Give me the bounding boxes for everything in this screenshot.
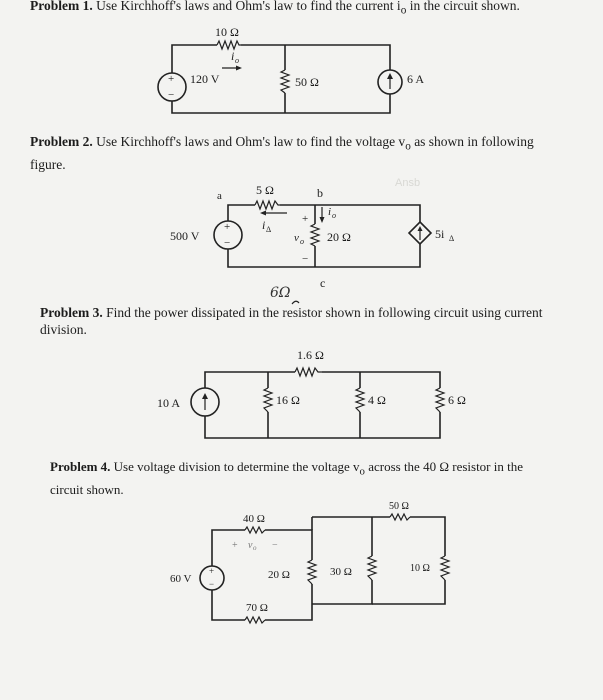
circuit-3 [157, 348, 466, 438]
wire [241, 45, 390, 70]
current-label: i [328, 206, 332, 218]
current-label: i [262, 218, 266, 232]
node-label-a: a [217, 190, 222, 202]
resistor-5-ohm [255, 201, 280, 209]
vo-plus-sign: + [302, 213, 309, 225]
problem-text-tail: in the circuit shown. [406, 0, 520, 13]
node-label-c: c [320, 276, 326, 290]
resistor-50-ohm [390, 514, 410, 520]
wire [322, 372, 440, 388]
resistor-20-ohm [308, 560, 316, 584]
wire [410, 517, 445, 556]
wire [280, 205, 420, 222]
problem-number: Problem 2. [30, 134, 93, 149]
problem-text-line2: circuit shown. [50, 481, 124, 497]
subscript: o [400, 4, 407, 17]
voltage-subscript: o [253, 544, 257, 552]
resistor-label: 5 Ω [256, 183, 274, 197]
resistor-label: 1.6 Ω [297, 348, 324, 362]
resistor-10-ohm [217, 41, 241, 49]
node-label-b: b [317, 186, 323, 200]
resistor-label: 70 Ω [246, 602, 268, 614]
resistor-label: 20 Ω [327, 230, 351, 244]
circuit-4 [170, 501, 449, 623]
resistor-label: 10 Ω [410, 563, 430, 574]
wire [265, 584, 312, 620]
problem-number: Problem 1. [30, 0, 93, 13]
resistor-50-ohm [281, 70, 289, 93]
wire [212, 589, 245, 620]
problem-number: Problem 3. [40, 305, 103, 320]
voltage-label: v [248, 540, 253, 551]
source-label: 500 V [170, 229, 200, 243]
wire [228, 244, 420, 267]
wire [172, 45, 217, 73]
resistor-label: 4 Ω [368, 393, 386, 407]
minus-sign: − [209, 579, 215, 589]
resistor-4-ohm [356, 388, 364, 412]
problem-text: Use voltage division to determine the voltage v [113, 459, 360, 474]
arrowhead-icon [320, 217, 325, 223]
problem-text: Use Kirchhoff's laws and Ohm's law to find the voltage v [96, 134, 406, 149]
problem-text-line2: division. [40, 322, 87, 337]
wire [228, 205, 255, 221]
resistor-label: 40 Ω [243, 513, 265, 525]
problem-text-tail: as shown in following [410, 134, 534, 149]
resistor-30-ohm [368, 556, 376, 580]
plus-sign: + [224, 221, 231, 233]
source-label: 10 A [157, 396, 181, 410]
arrowhead-icon [260, 211, 266, 216]
current-subscript: Δ [266, 225, 272, 234]
problem-text: Use Kirchhoff's laws and Ohm's law to find the current i [96, 0, 401, 13]
wire [172, 94, 390, 113]
resistor-40-ohm [245, 527, 265, 533]
wire [372, 580, 445, 604]
current-label: i [231, 49, 235, 63]
circuit-1 [158, 25, 424, 113]
resistor-1-6-ohm [295, 368, 322, 376]
vo-minus-sign: − [272, 540, 278, 551]
resistor-label: 16 Ω [276, 393, 300, 407]
problem-text: Find the power dissipated in the resistor shown in following circuit using current [106, 305, 543, 320]
handwritten-annotation: 6Ω [270, 285, 291, 301]
resistor-label: 6 Ω [448, 393, 466, 407]
subscript: o [405, 140, 411, 153]
resistor-10-ohm [441, 556, 449, 580]
wire [212, 530, 245, 567]
resistor-label: 20 Ω [268, 569, 290, 581]
dependent-source-label: 5i [435, 227, 445, 241]
source-label: 120 V [190, 72, 220, 86]
resistor-16-ohm [264, 388, 272, 412]
current-subscript: o [332, 211, 336, 220]
resistor-label: 30 Ω [330, 566, 352, 578]
minus-sign: − [224, 237, 231, 249]
resistor-label: 50 Ω [295, 75, 319, 89]
wire [205, 372, 295, 388]
current-subscript: o [235, 56, 239, 65]
problem-text-tail: across the 40 Ω resistor in the [364, 459, 523, 474]
vo-minus-sign: − [302, 253, 309, 265]
subscript: o [359, 465, 365, 478]
dependent-source-subscript: Δ [449, 234, 455, 243]
problem-text-line2: figure. [30, 156, 66, 172]
voltage-label: v [294, 232, 299, 244]
resistor-label: 50 Ω [389, 501, 409, 512]
circuit-2 [170, 177, 454, 304]
wire [205, 412, 440, 438]
resistor-20-ohm [311, 224, 319, 246]
source-label: 60 V [170, 573, 192, 585]
voltage-subscript: o [300, 237, 304, 246]
plus-sign: + [168, 73, 175, 85]
minus-sign: − [168, 89, 175, 101]
resistor-70-ohm [245, 617, 265, 623]
handwritten-caret-icon [292, 301, 299, 304]
resistor-6-ohm [436, 388, 444, 412]
faint-background-text: Ansb [395, 177, 421, 189]
plus-sign: + [209, 566, 215, 576]
problem-number: Problem 4. [50, 459, 111, 474]
resistor-label: 10 Ω [215, 25, 239, 39]
vo-plus-sign: + [232, 540, 238, 551]
wire [312, 580, 372, 604]
arrowhead-icon [236, 66, 242, 71]
source-label: 6 A [407, 72, 425, 86]
